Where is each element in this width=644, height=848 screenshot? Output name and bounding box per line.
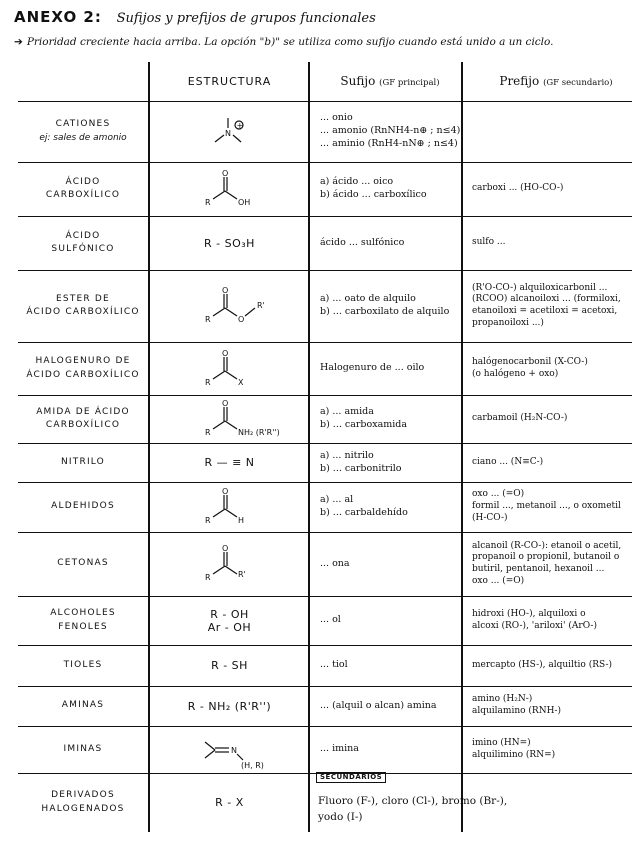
prefix-cell — [464, 162, 640, 216]
prefix-line: carbamoil (H₂N-CO-) — [472, 413, 568, 424]
group-name-cell — [18, 270, 148, 342]
group-name-cell — [18, 482, 148, 532]
group-name-line: ALCOHOLES — [50, 608, 116, 618]
group-name-line: ALDEHIDOS — [51, 501, 115, 512]
svg-text:N: N — [230, 745, 237, 755]
prefix-line: oxo ... (=O) — [472, 489, 525, 500]
prefix-line: alquilamino (RNH-) — [472, 706, 561, 716]
priority-note — [14, 36, 554, 48]
svg-text:(H, R): (H, R) — [240, 760, 264, 770]
suffix-line: ... imina — [320, 743, 359, 755]
structure-aldehyde-drawing — [175, 485, 285, 529]
group-name-line: HALOGENURO DE — [35, 356, 131, 366]
group-name-line: HALOGENADOS — [41, 803, 125, 814]
group-name-line: CATIONES — [55, 119, 111, 129]
suffix-cell — [312, 686, 460, 726]
annex-label: ANEXO 2: — [14, 8, 102, 26]
suffix-line: b) ... carboxilato de alquilo — [320, 306, 450, 317]
prefix-line: hidroxi (HO-), alquiloxi o — [472, 608, 586, 619]
suffix-line: ... tiol — [320, 659, 348, 671]
structure-cell — [152, 482, 307, 532]
svg-text:N: N — [224, 128, 231, 138]
prefix-cell — [464, 726, 640, 773]
prefix-line: mercapto (HS-), alquiltio (RS-) — [472, 659, 613, 670]
header-suffix — [312, 62, 460, 101]
svg-text:R: R — [204, 516, 211, 525]
prefix-line: ciano ... (N≡C-) — [472, 456, 544, 467]
group-name-cell — [18, 395, 148, 443]
prefix-cell — [464, 270, 640, 342]
suffix-line: ... amonio (RnNH4-n⊕ ; n≤4) — [320, 125, 461, 137]
group-name-line: ÁCIDO — [65, 176, 101, 187]
halogen-prefix-list — [318, 787, 632, 832]
prefix-line: alcanoil (R-CO-): etanoil o acetil, — [472, 540, 622, 551]
structure-cell — [152, 216, 307, 270]
header-structure — [152, 62, 307, 101]
structure-cell — [152, 270, 307, 342]
group-name-line: ESTER DE — [56, 293, 110, 304]
suffix-line: Halogenuro de ... oilo — [320, 362, 425, 374]
header-structure-label: ESTRUCTURA — [187, 75, 272, 88]
header-prefix-note: (GF secundario) — [543, 77, 613, 88]
suffix-line: ... onio — [320, 112, 353, 124]
suffix-cell — [312, 596, 460, 645]
prefix-line: (R'O-CO-) alquiloxicarbonil ... — [472, 282, 608, 293]
structure-cell — [152, 532, 307, 596]
svg-text:O: O — [221, 399, 228, 408]
suffix-line: ... (alquil o alcan) amina — [320, 699, 437, 711]
structure-ammonium-drawing — [175, 110, 285, 154]
structure-ketone-drawing — [175, 542, 285, 586]
halogen-prefix-line: yodo (I-) — [318, 810, 363, 823]
svg-text:R: R — [204, 428, 211, 437]
group-name-line: TIOLES — [63, 659, 103, 670]
suffix-line: a) ácido ... oico — [320, 176, 394, 188]
group-name-line: ÁCIDO — [65, 230, 101, 241]
prefix-line: alquilimino (RN=) — [472, 749, 556, 760]
suffix-cell — [312, 270, 460, 342]
header-suffix-label — [340, 73, 439, 89]
arrow-icon: ➔ — [14, 36, 23, 48]
suffix-cell — [312, 726, 460, 773]
group-name-line: DERIVADOS — [51, 790, 115, 800]
prefix-line: butiril, pentanoil, hexanoil ... — [472, 564, 605, 574]
halogen-prefix-line: Fluoro (F-), cloro (Cl-), bromo (Br-), — [318, 795, 508, 808]
structure-formula: R - SO₃H — [204, 236, 255, 250]
structure-cell — [152, 645, 307, 686]
suffix-line: ... aminio (RnH4-nN⊕ ; n≤4) — [320, 137, 458, 149]
structure-cell — [152, 342, 307, 395]
group-name-cell — [18, 342, 148, 395]
svg-text:R': R' — [256, 301, 265, 310]
group-name-line: CETONAS — [57, 558, 109, 569]
structure-formula: Ar - OH — [207, 620, 252, 634]
suffix-line: a) ... amida — [320, 406, 374, 418]
svg-text:O: O — [221, 348, 228, 358]
svg-text:OH: OH — [237, 198, 250, 207]
prefix-cell — [464, 101, 640, 162]
group-name-line: ÁCIDO CARBOXÍLICO — [26, 369, 140, 380]
group-name-line: CARBOXÍLICO — [45, 420, 121, 430]
prefix-cell — [464, 645, 640, 686]
prefix-line: (o halógeno + oxo) — [472, 368, 559, 379]
structure-cell — [152, 726, 307, 773]
header-prefix-text: Prefijo — [499, 73, 544, 88]
prefix-line: alcoxi (RO-), 'ariloxi' (ArO-) — [472, 620, 597, 631]
secondary-tag: SECUNDARIOS — [316, 772, 386, 783]
group-name-cell — [18, 101, 148, 162]
svg-text:R': R' — [237, 570, 246, 579]
svg-text:H: H — [237, 516, 244, 525]
structure-cell — [152, 162, 307, 216]
structure-cell — [152, 773, 307, 832]
suffix-cell — [312, 645, 460, 686]
prefix-cell — [464, 686, 640, 726]
header-prefix-label — [499, 74, 612, 90]
structure-formula: R - OH — [210, 607, 249, 621]
title-subtitle: Sufijos y prefijos de grupos funcionales — [116, 11, 376, 26]
suffix-cell — [312, 342, 460, 395]
svg-text:+: + — [236, 120, 243, 130]
prefix-cell — [464, 342, 640, 395]
suffix-line: ... ol — [320, 614, 341, 626]
structure-cell — [152, 443, 307, 482]
group-name-line: CARBOXÍLICO — [45, 190, 121, 200]
svg-text:O: O — [221, 544, 228, 553]
group-name-line: AMIDA DE ÁCIDO — [36, 406, 130, 417]
column-divider — [148, 62, 150, 832]
svg-text:R: R — [204, 377, 211, 387]
svg-text:O: O — [221, 487, 228, 496]
suffix-cell — [312, 443, 460, 482]
structure-formula: R - X — [215, 796, 244, 809]
structure-cell — [152, 686, 307, 726]
structure-cell — [152, 395, 307, 443]
group-name-line: ÁCIDO CARBOXÍLICO — [26, 307, 140, 317]
prefix-line: propanoiloxi ...) — [472, 317, 544, 328]
prefix-line: halógenocarbonil (X-CO-) — [472, 356, 588, 367]
prefix-cell — [464, 443, 640, 482]
group-name-line: NITRILO — [61, 456, 105, 467]
svg-text:R: R — [204, 573, 211, 582]
svg-text:R: R — [204, 198, 211, 207]
header-suffix-note: (GF principal) — [379, 78, 440, 89]
suffix-line: b) ... carbaldehído — [320, 507, 408, 518]
structure-formula: R - NH₂ (R'R'') — [187, 699, 272, 713]
group-name-example: ej: sales de amonio — [39, 132, 127, 143]
group-name-cell — [18, 773, 148, 832]
suffix-cell — [312, 216, 460, 270]
suffix-line: b) ... carbonitrilo — [320, 462, 402, 474]
suffix-line: b) ... carboxamida — [320, 419, 408, 430]
svg-text:O: O — [237, 315, 244, 324]
structure-amide-drawing — [175, 397, 285, 441]
group-name-cell — [18, 686, 148, 726]
group-name-line: AMINAS — [61, 700, 105, 711]
structure-formula: R — ≡ N — [204, 456, 255, 469]
suffix-line: a) ... oato de alquilo — [320, 293, 416, 305]
svg-text:O: O — [221, 286, 228, 295]
prefix-cell — [464, 532, 640, 596]
structure-formula: R - SH — [211, 659, 248, 672]
prefix-line: formil ..., metanoil ..., o oxometil — [472, 501, 621, 512]
column-divider — [308, 62, 310, 832]
prefix-line: amino (H₂N-) — [472, 694, 533, 705]
suffix-line: a) ... nitrilo — [320, 449, 374, 461]
structure-cooh-drawing — [175, 167, 285, 211]
svg-text:R: R — [204, 315, 211, 324]
suffix-cell — [312, 162, 460, 216]
group-name-cell — [18, 162, 148, 216]
suffix-cell — [312, 532, 460, 596]
page-title — [14, 8, 376, 26]
group-name-line: FENOLES — [58, 621, 108, 632]
prefix-line: sulfo ... — [472, 237, 506, 248]
column-divider — [461, 62, 463, 832]
prefix-line: (RCOO) alcanoiloxi ... (formiloxi, — [472, 294, 621, 305]
prefix-cell — [464, 395, 640, 443]
svg-text:NH₂ (R'R''): NH₂ (R'R'') — [237, 428, 280, 437]
prefix-cell — [464, 596, 640, 645]
group-name-line: SULFÓNICO — [51, 244, 115, 254]
group-name-cell — [18, 726, 148, 773]
structure-ester-drawing — [175, 284, 285, 328]
suffix-cell — [312, 101, 460, 162]
priority-note-text: Prioridad creciente hacia arriba. La opción "b)" se utiliza como sufijo cuando está unido a un ciclo. — [26, 36, 554, 48]
suffix-line: ... ona — [320, 557, 350, 569]
structure-imine-drawing — [175, 728, 285, 772]
structure-acylhalide-drawing — [175, 347, 285, 391]
prefix-cell — [464, 482, 640, 532]
header-prefix — [464, 62, 640, 101]
prefix-line: carboxi ... (HO-CO-) — [472, 183, 564, 194]
svg-text:X: X — [237, 377, 243, 387]
prefix-line: oxo ... (=O) — [472, 575, 525, 586]
prefix-line: propanoil o propionil, butanoil o — [472, 552, 620, 563]
prefix-cell — [464, 216, 640, 270]
structure-cell — [152, 596, 307, 645]
suffix-cell — [312, 482, 460, 532]
group-name-cell — [18, 532, 148, 596]
group-name-cell — [18, 645, 148, 686]
structure-cell — [152, 101, 307, 162]
svg-text:O: O — [221, 169, 228, 178]
suffix-cell — [312, 395, 460, 443]
group-name-cell — [18, 216, 148, 270]
suffix-line: ácido ... sulfónico — [320, 236, 405, 248]
prefix-line: etanoiloxi = acetiloxi = acetoxi, — [472, 306, 618, 316]
suffix-line: a) ... al — [320, 494, 354, 506]
group-name-line: IMINAS — [63, 743, 103, 754]
suffix-line: b) ácido ... carboxílico — [320, 189, 427, 200]
prefix-line: imino (HN=) — [472, 737, 531, 748]
prefix-line: (H-CO-) — [472, 512, 508, 523]
header-suffix-text: Sufijo — [340, 74, 380, 89]
group-name-cell — [18, 596, 148, 645]
group-name-cell — [18, 443, 148, 482]
